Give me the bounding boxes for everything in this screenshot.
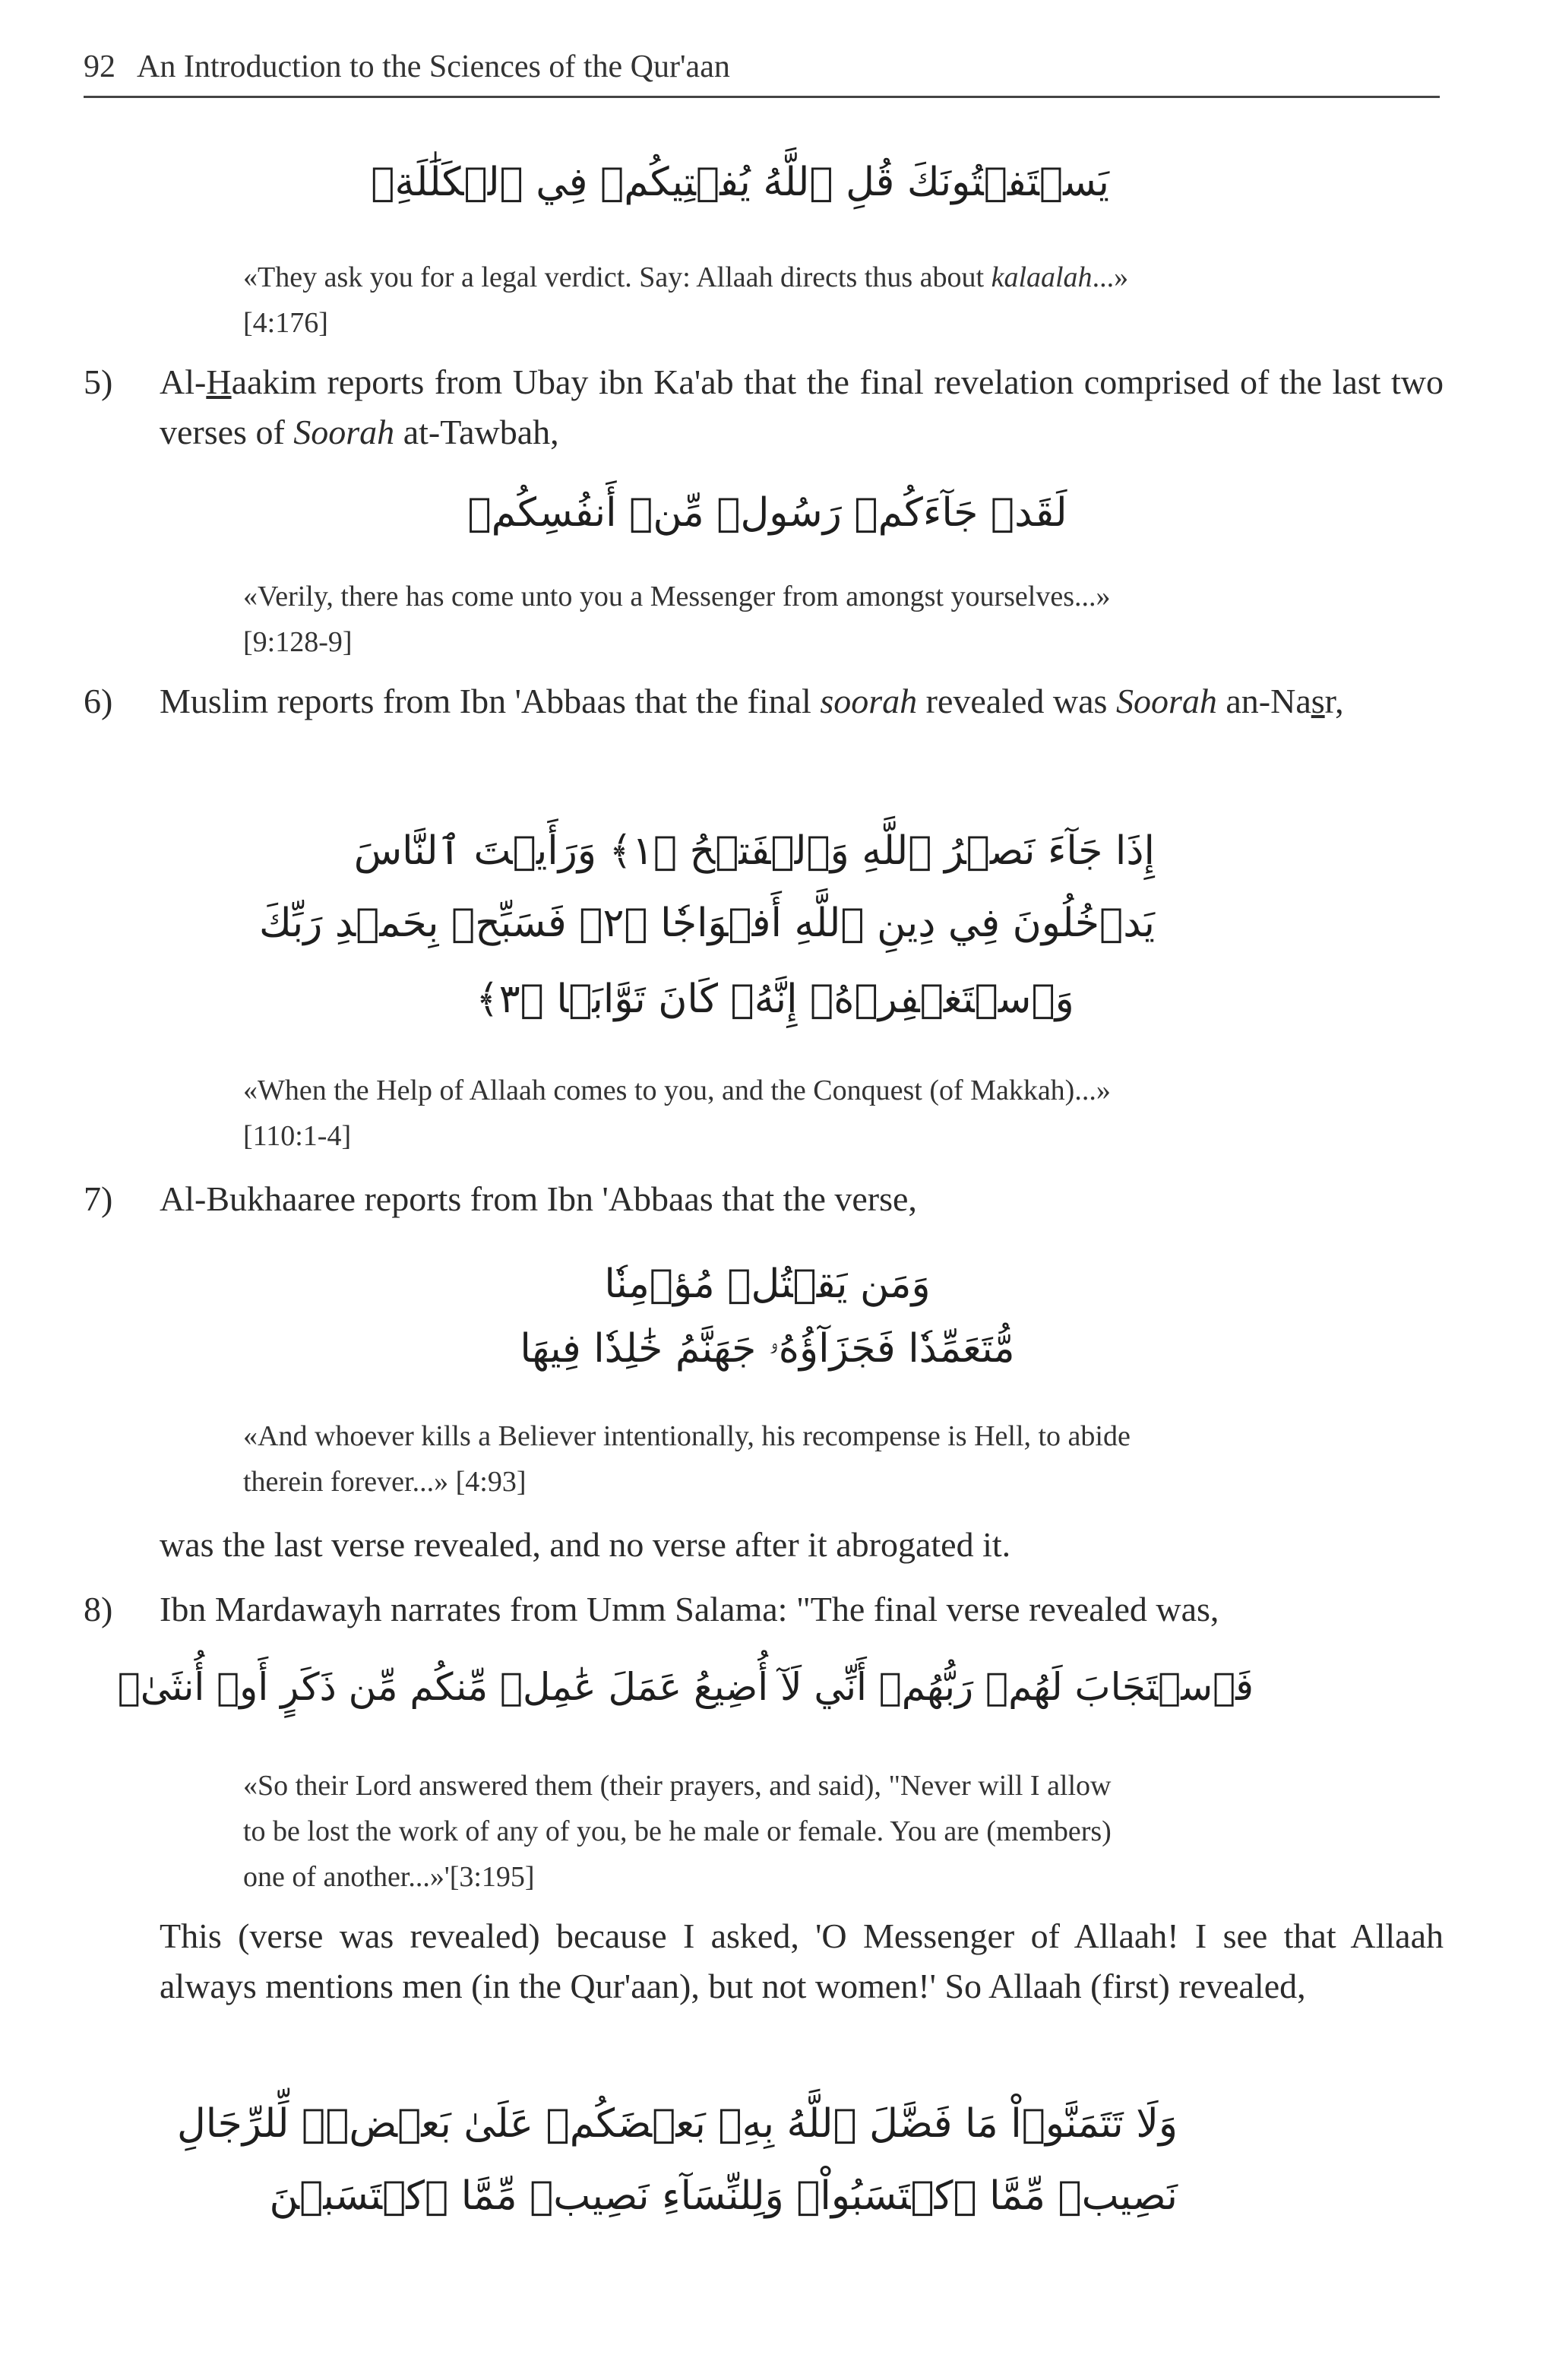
list-item-7 xyxy=(84,1174,1444,1224)
item-text: Al-Bukhaaree reports from Ibn 'Abbaas that the verse, xyxy=(160,1179,917,1218)
arabic-verse-9-128: لَقَدۡ جَآءَكُمۡ رَسُولٞ مِّنۡ أَنفُسِكُمۡ xyxy=(467,490,1067,536)
arabic-verse-3-195: فَٱسۡتَجَابَ لَهُمۡ رَبُّهُمۡ أَنِّي لَآ أُضِيعُ عَمَلَ عَٰمِلٖ مِّنكُم مِّن ذَكَرٍ أَوۡ أُنثَىٰۖ xyxy=(117,1665,1254,1709)
arabic-verse-4-32-line2: نَصِيبٞ مِّمَّا ٱكۡتَسَبُواْۖ وَلِلنِّسَآءِ نَصِيبٞ مِّمَّا ٱكۡتَسَبۡنَ xyxy=(269,2173,1178,2219)
verse-reference: [4:176] xyxy=(243,307,328,339)
item-number: 7) xyxy=(84,1179,113,1218)
item-text: Ibn Mardawayh narrates from Umm Salama: "The final verse revealed was, xyxy=(160,1590,1219,1628)
arabic-verse-4-32-line1: وَلَا تَتَمَنَّوۡاْ مَا فَضَّلَ ٱللَّهُ بِهِۦ بَعۡضَكُمۡ عَلَىٰ بَعۡضٖۚ لِّلرِّجَالِ xyxy=(176,2101,1178,2147)
page-number: 92 xyxy=(84,49,115,84)
running-title: An Introduction to the Sciences of the Qur'aan xyxy=(137,49,730,84)
list-item-8 xyxy=(84,1584,1444,1635)
translation-3-195: «So their Lord answered them (their prayers, and said), "Never will I allow to be lost the work of any of you, be he male or female. You are (members) one of another...»'[3:195] xyxy=(243,1770,1112,1893)
arabic-surah-110-line3: وَٱسۡتَغۡفِرۡهُۚ إِنَّهُۥ كَانَ تَوَّابَۢا ﴿٣﴾ xyxy=(476,976,1074,1022)
item-text: Muslim reports from Ibn 'Abbaas that the final soorah revealed was Soorah an-Nasr, xyxy=(160,682,1344,720)
item-8-continuation: This (verse was revealed) because I asked, 'O Messenger of Allaah! I see that Allaah always mentions men (in the Qur'aan), but not women!' So Allaah (first) revealed, xyxy=(160,1916,1444,2005)
item-number: 8) xyxy=(84,1590,113,1628)
item-7-continuation: was the last verse revealed, and no verse after it abrogated it. xyxy=(160,1525,1011,1564)
list-item-5 xyxy=(84,357,1444,457)
verse-reference: [9:128-9] xyxy=(243,626,353,658)
arabic-surah-110-line1: إِذَا جَآءَ نَصۡرُ ٱللَّهِ وَٱلۡفَتۡحُ ﴿١﴾ وَرَأَيۡتَ ٱلنَّاسَ xyxy=(353,828,1155,874)
arabic-verse-4-176: يَسۡتَفۡتُونَكَ قُلِ ٱللَّهُ يُفۡتِيكُمۡ فِي ٱلۡكَلَٰلَةِۚ xyxy=(371,160,1109,205)
list-item-6 xyxy=(84,676,1444,726)
item-text: Al-Haakim reports from Ubay ibn Ka'ab that the final revelation comprised of the last two verses of Soorah at-Tawbah, xyxy=(160,362,1444,451)
arabic-surah-110-line2: يَدۡخُلُونَ فِي دِينِ ٱللَّهِ أَفۡوَاجٗا ﴿٢﴾ فَسَبِّحۡ بِحَمۡدِ رَبِّكَ xyxy=(258,900,1155,946)
running-header xyxy=(84,44,1440,98)
arabic-verse-4-93-line1: وَمَن يَقۡتُلۡ مُؤۡمِنٗا xyxy=(604,1261,931,1307)
item-number: 5) xyxy=(84,362,113,401)
translation-9-128: «Verily, there has come unto you a Messenger from amongst yourselves...» [9:128-9] xyxy=(243,574,1383,665)
item-number: 6) xyxy=(84,682,113,720)
verse-reference: [110:1-4] xyxy=(243,1120,352,1152)
translation-4-93: «And whoever kills a Believer intentionally, his recompense is Hell, to abide therein forever...» [4:93] xyxy=(243,1420,1131,1498)
translation-110: «When the Help of Allaah comes to you, and the Conquest (of Makkah)...» [110:1-4] xyxy=(243,1068,1383,1159)
translation-4-176: «They ask you for a legal verdict. Say: Allaah directs thus about kalaalah...» [4:176] xyxy=(243,255,1383,346)
arabic-verse-4-93-line2: مُّتَعَمِّدٗا فَجَزَآؤُهُۥ جَهَنَّمُ خَٰلِدٗا فِيهَا xyxy=(520,1326,1015,1372)
